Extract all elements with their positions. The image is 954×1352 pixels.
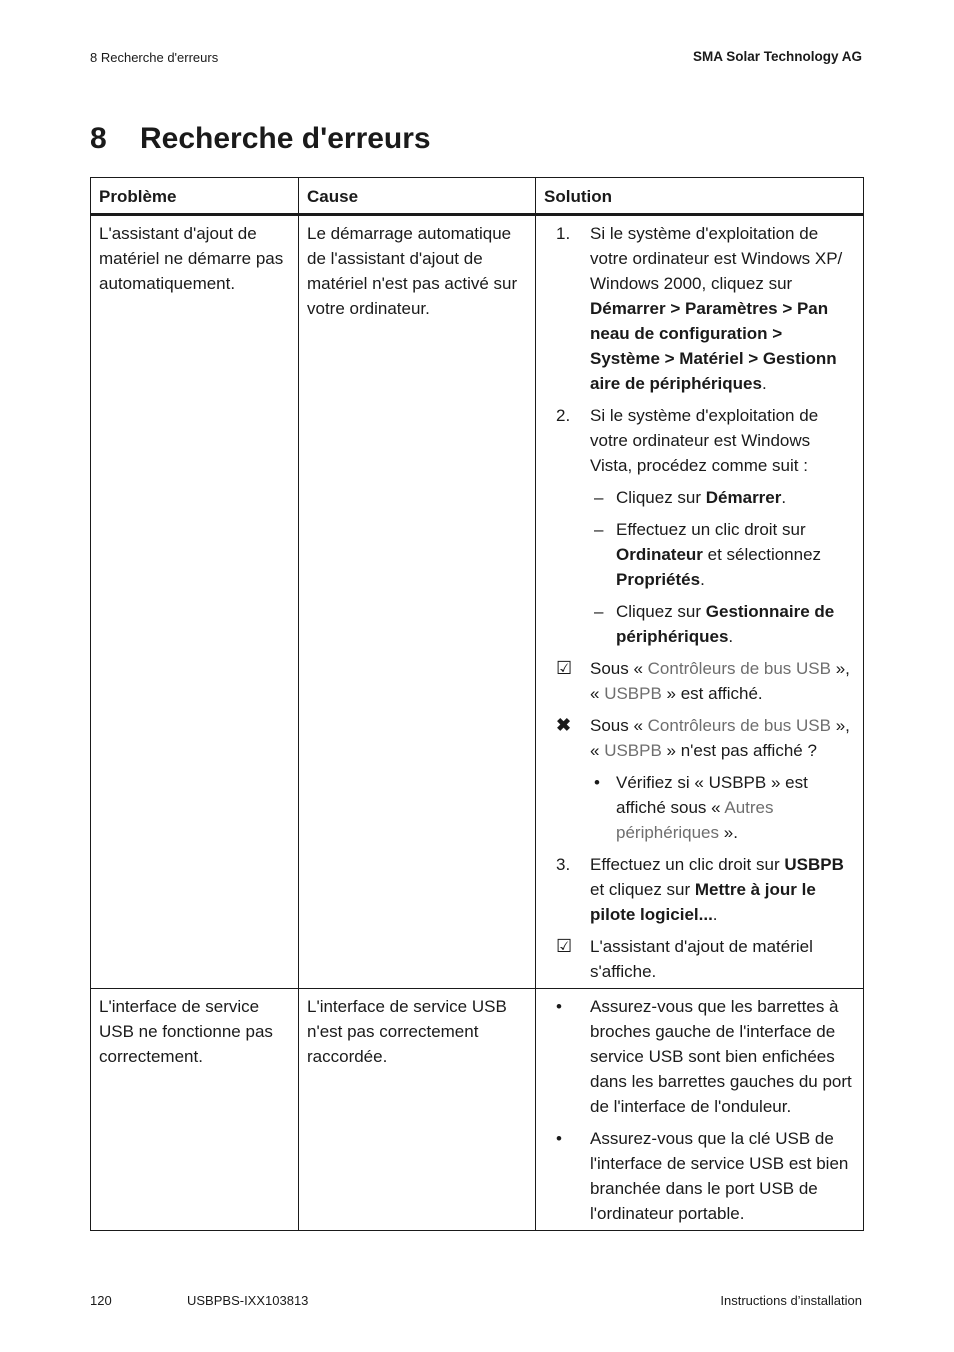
problem-cell: L'assistant d'ajout de matériel ne démarre pas automatiquement. [91, 215, 299, 989]
table-row [91, 215, 864, 989]
result-plain: » est affiché. [661, 684, 763, 703]
substep-text [616, 485, 855, 510]
step-number: 2. [556, 406, 571, 425]
cross-icon: ✖ [556, 715, 572, 735]
chapter-title-text: Recherche d'erreurs [140, 122, 431, 155]
page-number: 120 [90, 1293, 112, 1308]
ui-label: Autres périphériques [616, 798, 774, 842]
result-text [590, 656, 855, 706]
solution-step-1 [544, 221, 855, 396]
substep-bold: Gestionnaire de périphériques [616, 602, 835, 646]
checkbox-icon: ☑ [556, 936, 573, 956]
header-solution: Solution [536, 178, 864, 215]
header-cause: Cause [299, 178, 536, 215]
substep-plain: Effectuez un clic droit sur [616, 520, 806, 539]
problem-cell: L'interface de service USB ne fonctionne pas correctement. [91, 989, 299, 1231]
bullet-item [544, 994, 855, 1119]
bullet-marker: • [594, 773, 600, 792]
step-text-plain: Si le système d'exploitation de votre ordinateur est Windows XP/ Windows 2000, cliquez sur [590, 224, 843, 293]
substep [544, 599, 855, 649]
result-text [590, 713, 855, 763]
solution-cell [536, 215, 864, 989]
dash-marker: – [594, 602, 604, 621]
header-problem: Problème [91, 178, 299, 215]
step-text [590, 221, 855, 396]
step-text-plain: Effectuez un clic droit sur [590, 855, 785, 874]
cause-cell: L'interface de service USB n'est pas correctement raccordée. [299, 989, 536, 1231]
bullet-marker: • [556, 997, 562, 1016]
step-number: 1. [556, 224, 571, 243]
running-header-section: 8 Recherche d'erreurs [90, 50, 219, 65]
checkbox-icon: ☑ [556, 658, 573, 678]
step-text-plain: . [712, 905, 718, 924]
result-plain: », « [590, 659, 850, 703]
step-text [590, 852, 855, 927]
result-plain: » n'est pas affiché ? [661, 741, 817, 760]
table-header-row [91, 178, 864, 215]
substep-text [616, 599, 855, 649]
bullet-marker: • [556, 1129, 562, 1148]
substep-plain: . [728, 627, 734, 646]
step-bold: Mettre à jour le pilote logiciel... [590, 880, 816, 924]
ui-label: Contrôleurs de bus USB [647, 659, 831, 678]
bullet-text: Assurez-vous que les barrettes à broches gauche de l'interface de service USB sont bien enfichées dans les barrettes gauches du port de l'interface de l'onduleur. [590, 997, 852, 1116]
substep-plain: . [700, 570, 705, 589]
step-number: 3. [556, 855, 571, 874]
step-bold: USBPB [784, 855, 844, 874]
result-plain: Sous « [590, 716, 648, 735]
chapter-number: 8 [90, 122, 107, 155]
troubleshooting-table [90, 177, 864, 1231]
table-row [91, 989, 864, 1231]
substep-text [616, 770, 855, 845]
menu-path: Démarrer > Paramètres > Pan neau de configuration > Système > Matériel > Gestionn aire de périphériques [590, 299, 837, 393]
substep-bold: Propriétés [616, 570, 701, 589]
substep-plain: . [781, 488, 787, 507]
result-text: L'assistant d'ajout de matériel s'affiche. [590, 937, 813, 981]
substep [544, 517, 855, 592]
step-text: Si le système d'exploitation de votre ordinateur est Windows Vista, procédez comme suit : [590, 406, 819, 475]
solution-step-3 [544, 852, 855, 927]
substep-bold: Démarrer [705, 488, 782, 507]
cause-cell: Le démarrage automatique de l'assistant d'ajout de matériel n'est pas activé sur votre ordinateur. [299, 215, 536, 989]
solution-cell [536, 989, 864, 1231]
substep-bold: Ordinateur [616, 545, 703, 564]
ui-label: USBPB [604, 741, 662, 760]
substep-plain: ». [719, 823, 738, 842]
ui-label: USBPB [604, 684, 662, 703]
ui-label: Contrôleurs de bus USB [647, 716, 831, 735]
substep-plain: et sélectionnez [702, 545, 822, 564]
running-header-company: SMA Solar Technology AG [692, 49, 862, 64]
bullet-text: Assurez-vous que la clé USB de l'interface de service USB est bien branchée dans le port USB de l'ordinateur portable. [590, 1129, 849, 1223]
solution-step-2 [544, 403, 855, 478]
document-type: Instructions d’installation [720, 1293, 862, 1308]
chapter-title [90, 122, 431, 156]
result-expected [544, 934, 855, 984]
step-text-end: . [761, 374, 767, 393]
result-error [544, 713, 855, 763]
step-text-plain: et cliquez sur [590, 880, 695, 899]
substep-plain: Cliquez sur [616, 488, 706, 507]
document-id: USBPBS-IXX103813 [187, 1293, 309, 1308]
substep-plain: Cliquez sur [616, 602, 706, 621]
substep [544, 770, 855, 845]
substep [544, 485, 855, 510]
dash-marker: – [594, 520, 604, 539]
dash-marker: – [594, 488, 604, 507]
result-plain: Sous « [590, 659, 648, 678]
substep-plain: Vérifiez si « USBPB » est affiché sous « [616, 773, 808, 817]
result-expected [544, 656, 855, 706]
substep-text [616, 517, 855, 592]
bullet-item [544, 1126, 855, 1226]
result-plain: », « [590, 716, 850, 760]
